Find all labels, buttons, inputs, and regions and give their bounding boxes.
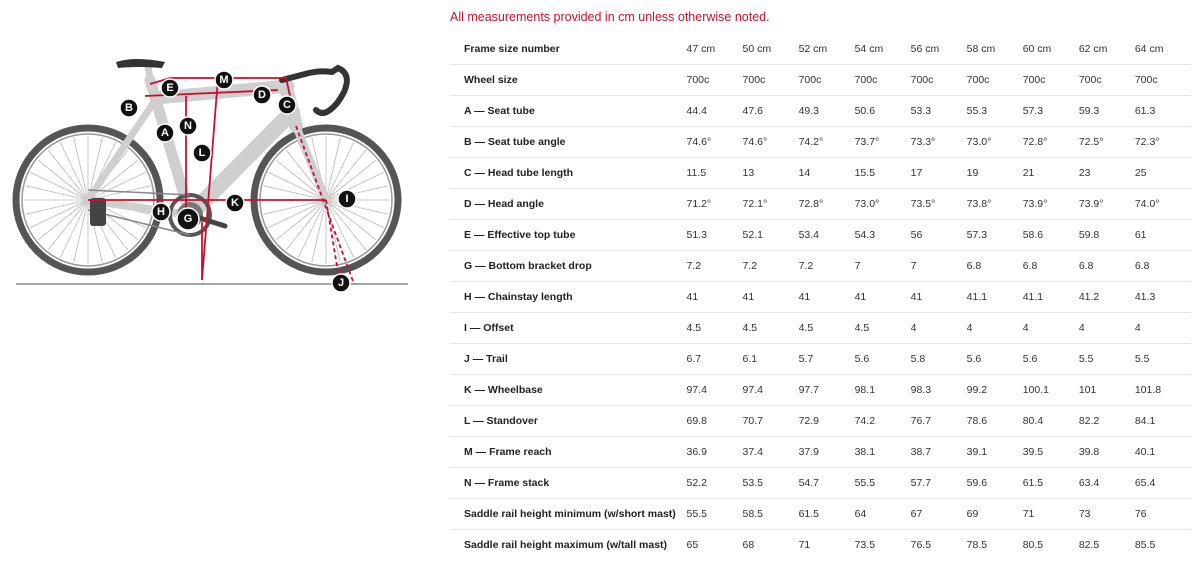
table-cell: 700c [855, 65, 911, 96]
bike-geometry-diagram [0, 0, 440, 564]
table-cell: 73.8° [967, 189, 1023, 220]
table-cell: 51.3 [687, 220, 743, 251]
table-cell: 71.2° [687, 189, 743, 220]
table-cell: 13 [743, 158, 799, 189]
row-label: I — Offset [450, 313, 687, 344]
callout-m [215, 71, 233, 89]
table-cell: 97.4 [743, 375, 799, 406]
table-cell: 4.5 [687, 313, 743, 344]
callout-l [193, 144, 211, 162]
callout-n [179, 117, 197, 135]
table-cell: 98.1 [855, 375, 911, 406]
size-header-cell: 64 cm [1134, 43, 1164, 55]
table-cell: 80.4 [1023, 406, 1079, 437]
table-cell: 15.5 [855, 158, 911, 189]
table-row [450, 158, 1191, 189]
table-cell: 5.6 [1023, 344, 1079, 375]
table-row [450, 530, 1191, 561]
table-cell: 700c [1079, 65, 1135, 96]
table-cell: 72.5° [1079, 127, 1135, 158]
row-label: A — Seat tube [450, 96, 687, 127]
table-cell: 74.6° [687, 127, 743, 158]
size-header-cell: 54 cm [854, 43, 884, 55]
table-row [450, 251, 1191, 282]
callout-i [338, 190, 356, 208]
table-cell: 54.3 [855, 220, 911, 251]
table-cell: 4.5 [855, 313, 911, 344]
table-cell: 101 [1079, 375, 1135, 406]
row-label: H — Chainstay length [450, 282, 687, 313]
table-cell: 74.2 [855, 406, 911, 437]
table-cell: 53.4 [799, 220, 855, 251]
table-cell: 68 [743, 530, 799, 561]
table-cell: 57.3 [967, 220, 1023, 251]
table-cell: 73.3° [911, 127, 967, 158]
table-cell: 73.9° [1079, 189, 1135, 220]
callout-label: M [219, 74, 229, 86]
table-cell: 5.8 [911, 344, 967, 375]
table-row [450, 468, 1191, 499]
table-cell: 73.0° [855, 189, 911, 220]
row-label: J — Trail [450, 344, 687, 375]
table-cell: 74.6° [743, 127, 799, 158]
table-cell: 5.5 [1079, 344, 1135, 375]
table-cell: 700c [1023, 65, 1079, 96]
table-cell: 39.5 [1023, 437, 1079, 468]
table-cell: 72.8° [799, 189, 855, 220]
size-header-cell: 47 cm [686, 43, 716, 55]
table-cell: 7.2 [799, 251, 855, 282]
table-cell: 40.1 [1135, 437, 1191, 468]
table-cell: 65.4 [1135, 468, 1191, 499]
saddle [116, 59, 165, 68]
table-cell: 53.3 [911, 96, 967, 127]
table-row [450, 375, 1191, 406]
table-cell: 11.5 [687, 158, 743, 189]
table-cell: 59.8 [1079, 220, 1135, 251]
table-cell: 700c [687, 65, 743, 96]
row-label: M — Frame reach [450, 437, 687, 468]
table-cell: 6.8 [967, 251, 1023, 282]
table-cell: 61.3 [1135, 96, 1191, 127]
table-cell: 6.1 [743, 344, 799, 375]
callout-e [161, 79, 179, 97]
table-cell: 101.8 [1135, 375, 1191, 406]
table-cell: 23 [1079, 158, 1135, 189]
table-cell: 4 [1023, 313, 1079, 344]
table-cell: 71 [1023, 499, 1079, 530]
table-cell: 25 [1135, 158, 1191, 189]
table-cell: 41 [743, 282, 799, 313]
callout-label: E [166, 82, 174, 94]
table-cell: 700c [1135, 65, 1191, 96]
size-header-cell: 62 cm [1078, 43, 1108, 55]
table-cell: 7 [911, 251, 967, 282]
table-cell: 7.2 [687, 251, 743, 282]
table-cell: 38.7 [911, 437, 967, 468]
table-cell: 97.4 [687, 375, 743, 406]
callout-label: C [283, 99, 291, 111]
table-cell: 41.1 [967, 282, 1023, 313]
table-cell: 4 [1135, 313, 1191, 344]
row-label: B — Seat tube angle [450, 127, 687, 158]
size-header-cell: 58 cm [966, 43, 996, 55]
table-cell: 64 [855, 499, 911, 530]
callout-h [152, 203, 170, 221]
table-cell: 85.5 [1135, 530, 1191, 561]
table-cell: 58.5 [743, 499, 799, 530]
callout-label: J [337, 277, 345, 289]
table-cell: 55.5 [855, 468, 911, 499]
measurement-note: All measurements provided in cm unless otherwise noted. [450, 10, 770, 24]
callout-b [120, 99, 138, 117]
table-cell: 72.3° [1135, 127, 1191, 158]
table-cell: 98.3 [911, 375, 967, 406]
table-row [450, 406, 1191, 437]
table-cell: 44.4 [687, 96, 743, 127]
table-cell: 4.5 [743, 313, 799, 344]
table-row [450, 220, 1191, 251]
table-cell: 76.7 [911, 406, 967, 437]
table-cell: 100.1 [1023, 375, 1079, 406]
row-label: E — Effective top tube [450, 220, 687, 251]
table-cell: 97.7 [799, 375, 855, 406]
size-header-cell: 60 cm [1022, 43, 1052, 55]
table-cell: 73.5 [855, 530, 911, 561]
table-cell: 59.6 [967, 468, 1023, 499]
geometry-table [450, 34, 1191, 560]
table-cell: 700c [967, 65, 1023, 96]
row-label: Saddle rail height maximum (w/tall mast) [450, 530, 687, 561]
row-label: D — Head angle [450, 189, 687, 220]
table-cell: 72.9 [799, 406, 855, 437]
table-row [450, 282, 1191, 313]
table-row [450, 65, 1191, 96]
table-cell: 6.8 [1023, 251, 1079, 282]
table-row [450, 313, 1191, 344]
table-cell: 38.1 [855, 437, 911, 468]
table-cell: 78.6 [967, 406, 1023, 437]
table-cell: 6.7 [687, 344, 743, 375]
table-cell: 69.8 [687, 406, 743, 437]
table-cell: 39.1 [967, 437, 1023, 468]
table-cell: 61 [1135, 220, 1191, 251]
table-row [450, 344, 1191, 375]
table-cell: 80.5 [1023, 530, 1079, 561]
table-cell: 73.0° [967, 127, 1023, 158]
table-cell: 700c [799, 65, 855, 96]
size-header-cell: 56 cm [910, 43, 940, 55]
table-cell: 57.7 [911, 468, 967, 499]
table-cell: 71 [799, 530, 855, 561]
table-cell: 82.5 [1079, 530, 1135, 561]
table-cell: 5.7 [799, 344, 855, 375]
table-cell: 41.1 [1023, 282, 1079, 313]
table-cell: 52.1 [743, 220, 799, 251]
table-cell: 47.6 [743, 96, 799, 127]
table-cell: 7.2 [743, 251, 799, 282]
table-cell: 5.6 [855, 344, 911, 375]
table-cell: 50.6 [855, 96, 911, 127]
table-cell: 41.3 [1135, 282, 1191, 313]
table-cell: 55.3 [967, 96, 1023, 127]
table-cell: 19 [967, 158, 1023, 189]
table-cell: 4 [1079, 313, 1135, 344]
row-label: G — Bottom bracket drop [450, 251, 687, 282]
table-cell: 41 [799, 282, 855, 313]
callout-k [226, 194, 244, 212]
table-row [450, 127, 1191, 158]
table-cell: 78.5 [967, 530, 1023, 561]
table-cell: 76 [1135, 499, 1191, 530]
table-cell: 52.2 [687, 468, 743, 499]
callout-d [253, 86, 271, 104]
callout-label: I [345, 193, 349, 205]
table-header-row [450, 34, 1191, 65]
callout-label: H [157, 206, 165, 218]
table-cell: 37.9 [799, 437, 855, 468]
table-cell: 76.5 [911, 530, 967, 561]
table-cell: 4.5 [799, 313, 855, 344]
table-cell: 21 [1023, 158, 1079, 189]
table-cell: 57.3 [1023, 96, 1079, 127]
table-cell: 70.7 [743, 406, 799, 437]
callout-label: G [183, 213, 193, 225]
callout-label: B [125, 102, 133, 114]
table-cell: 54.7 [799, 468, 855, 499]
table-cell: 6.8 [1135, 251, 1191, 282]
table-cell: 59.3 [1079, 96, 1135, 127]
table-cell: 5.6 [967, 344, 1023, 375]
size-header-cell: 52 cm [798, 43, 828, 55]
table-cell: 63.4 [1079, 468, 1135, 499]
size-header-cell: 50 cm [742, 43, 772, 55]
table-cell: 41.2 [1079, 282, 1135, 313]
table-cell: 700c [911, 65, 967, 96]
table-cell: 39.8 [1079, 437, 1135, 468]
row-label: Wheel size [450, 65, 687, 96]
table-cell: 73.5° [911, 189, 967, 220]
table-cell: 55.5 [687, 499, 743, 530]
callout-label: N [184, 120, 192, 132]
table-row [450, 96, 1191, 127]
table-cell: 72.8° [1023, 127, 1079, 158]
table-cell: 4 [911, 313, 967, 344]
table-cell: 99.2 [967, 375, 1023, 406]
table-cell: 61.5 [1023, 468, 1079, 499]
table-cell: 65 [687, 530, 743, 561]
table-cell: 74.0° [1135, 189, 1191, 220]
callout-a [156, 124, 174, 142]
row-label: K — Wheelbase [450, 375, 687, 406]
table-cell: 4 [967, 313, 1023, 344]
table-cell: 36.9 [687, 437, 743, 468]
table-cell: 17 [911, 158, 967, 189]
callout-c [278, 96, 296, 114]
table-cell: 73.9° [1023, 189, 1079, 220]
table-cell: 5.5 [1135, 344, 1191, 375]
callout-label: A [161, 127, 169, 139]
table-cell: 41 [911, 282, 967, 313]
row-label: Frame size number [464, 43, 560, 55]
table-cell: 61.5 [799, 499, 855, 530]
table-cell: 82.2 [1079, 406, 1135, 437]
table-cell: 72.1° [743, 189, 799, 220]
table-row [450, 499, 1191, 530]
table-row [450, 437, 1191, 468]
table-cell: 41 [855, 282, 911, 313]
table-cell: 49.3 [799, 96, 855, 127]
table-cell: 58.6 [1023, 220, 1079, 251]
callout-label: D [258, 89, 266, 101]
bike-illustration [0, 0, 440, 300]
table-cell: 41 [687, 282, 743, 313]
row-label: Saddle rail height minimum (w/short mast) [450, 499, 687, 530]
table-cell: 69 [967, 499, 1023, 530]
table-cell: 37.4 [743, 437, 799, 468]
table-cell: 74.2° [799, 127, 855, 158]
table-cell: 6.8 [1079, 251, 1135, 282]
table-cell: 84.1 [1135, 406, 1191, 437]
table-cell: 73 [1079, 499, 1135, 530]
callout-j [332, 274, 350, 292]
table-cell: 7 [855, 251, 911, 282]
callout-label: K [231, 197, 239, 209]
table-cell: 67 [911, 499, 967, 530]
row-label: N — Frame stack [450, 468, 687, 499]
table-cell: 14 [799, 158, 855, 189]
table-cell: 73.7° [855, 127, 911, 158]
row-label: L — Standover [450, 406, 687, 437]
table-cell: 53.5 [743, 468, 799, 499]
table-row [450, 189, 1191, 220]
table-cell: 700c [743, 65, 799, 96]
table-cell: 56 [911, 220, 967, 251]
row-label: C — Head tube length [450, 158, 687, 189]
callout-g [177, 208, 199, 230]
callout-label: L [198, 147, 206, 159]
